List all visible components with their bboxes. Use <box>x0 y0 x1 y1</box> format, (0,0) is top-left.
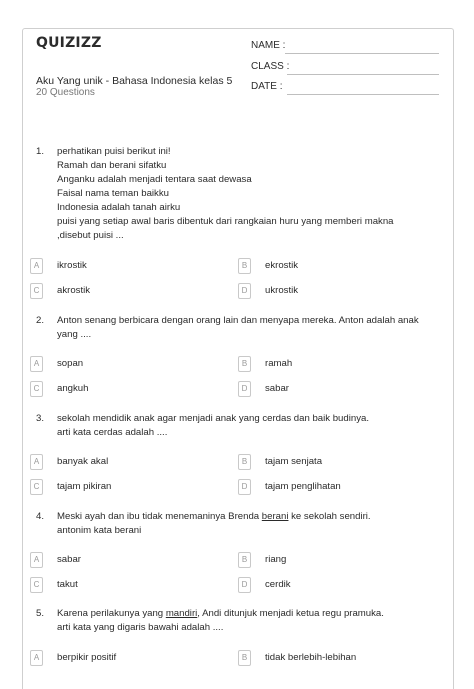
class-field[interactable] <box>251 61 439 75</box>
question-text <box>57 510 437 538</box>
option-text: tajam pikiran <box>57 481 112 492</box>
option-letter-box: C <box>30 479 43 495</box>
question-line: arti kata cerdas adalah .... <box>57 427 168 438</box>
question-number: 5. <box>36 608 45 619</box>
question-line: Anton senang berbicara dengan orang lain dan menyapa mereka. Anton adalah anak <box>57 315 419 326</box>
question-number: 1. <box>36 146 45 157</box>
option-letter-box: C <box>30 577 43 593</box>
option-text: tajam senjata <box>265 456 323 467</box>
question-line: antonim kata berani <box>57 525 142 536</box>
option-text: riang <box>265 554 287 565</box>
class-label: CLASS : <box>251 61 290 72</box>
question-text <box>57 607 437 635</box>
option-text: ekrostik <box>265 260 299 271</box>
option-letter-box: D <box>238 283 251 299</box>
option-letter-box: B <box>238 454 251 470</box>
question-count: 20 Questions <box>36 87 95 98</box>
class-line <box>287 74 439 75</box>
question-line: Indonesia adalah tanah airku <box>57 202 181 213</box>
option-letter-box: A <box>30 258 43 274</box>
question-line: puisi yang setiap awal baris dibentuk dari rangkaian huru yang memberi makna <box>57 216 394 227</box>
underlined-word: mandiri <box>165 608 198 619</box>
question-text <box>57 412 437 440</box>
option-letter-box: B <box>238 650 251 666</box>
option-text: berpikir positif <box>57 652 117 663</box>
option-text: banyak akal <box>57 456 109 467</box>
option-text: sopan <box>57 358 84 369</box>
question-line: perhatikan puisi berikut ini! <box>57 146 171 157</box>
option-letter-box: D <box>238 381 251 397</box>
question-line: arti kata yang digaris bawahi adalah .... <box>57 622 224 633</box>
date-field[interactable] <box>251 81 439 95</box>
option-letter-box: C <box>30 381 43 397</box>
option-letter-box: D <box>238 479 251 495</box>
option-text: tidak berlebih-lebihan <box>265 652 357 663</box>
date-line <box>287 94 439 95</box>
option-letter-box: D <box>238 577 251 593</box>
underlined-word: berani <box>261 511 289 522</box>
option-text: akrostik <box>57 285 91 296</box>
question-text-part: Karena perilakunya yang <box>57 608 166 619</box>
name-field[interactable] <box>251 40 439 54</box>
option-text: cerdik <box>265 579 291 590</box>
option-text: ikrostik <box>57 260 87 271</box>
question-number: 2. <box>36 315 45 326</box>
question-line: Faisal nama teman baikku <box>57 188 169 199</box>
question-line <box>57 607 437 621</box>
option-letter-box: A <box>30 454 43 470</box>
question-line: Anganku adalah menjadi tentara saat dewasa <box>57 174 252 185</box>
option-letter-box: A <box>30 650 43 666</box>
question-number: 3. <box>36 413 45 424</box>
option-text: sabar <box>57 554 81 565</box>
question-text-part: ke sekolah sendiri. <box>288 511 371 522</box>
name-label: NAME : <box>251 40 286 51</box>
option-text: sabar <box>265 383 289 394</box>
option-text: tajam penglihatan <box>265 481 341 492</box>
name-line <box>285 53 439 54</box>
date-label: DATE : <box>251 81 283 92</box>
question-number: 4. <box>36 511 45 522</box>
option-text: takut <box>57 579 78 590</box>
option-text: angkuh <box>57 383 89 394</box>
worksheet-title: Aku Yang unik - Bahasa Indonesia kelas 5 <box>36 75 233 87</box>
option-letter-box: B <box>238 356 251 372</box>
quizizz-logo: QUIZIZZ <box>36 35 102 51</box>
option-letter-box: B <box>238 552 251 568</box>
question-line: Ramah dan berani sifatku <box>57 160 167 171</box>
question-text-part: , Andi ditunjuk menjadi ketua regu pramuka. <box>197 608 384 619</box>
question-text <box>57 145 437 243</box>
question-line: yang .... <box>57 329 92 340</box>
option-text: ukrostik <box>265 285 299 296</box>
option-text: ramah <box>265 358 293 369</box>
question-line <box>57 510 437 524</box>
option-letter-box: C <box>30 283 43 299</box>
question-text <box>57 314 437 342</box>
question-line: ,disebut puisi ... <box>57 230 124 241</box>
option-letter-box: A <box>30 356 43 372</box>
option-letter-box: B <box>238 258 251 274</box>
question-text-part: Meski ayah dan ibu tidak menemaninya Brenda <box>57 511 262 522</box>
question-line: sekolah mendidik anak agar menjadi anak yang cerdas dan baik budinya. <box>57 413 369 424</box>
option-letter-box: A <box>30 552 43 568</box>
